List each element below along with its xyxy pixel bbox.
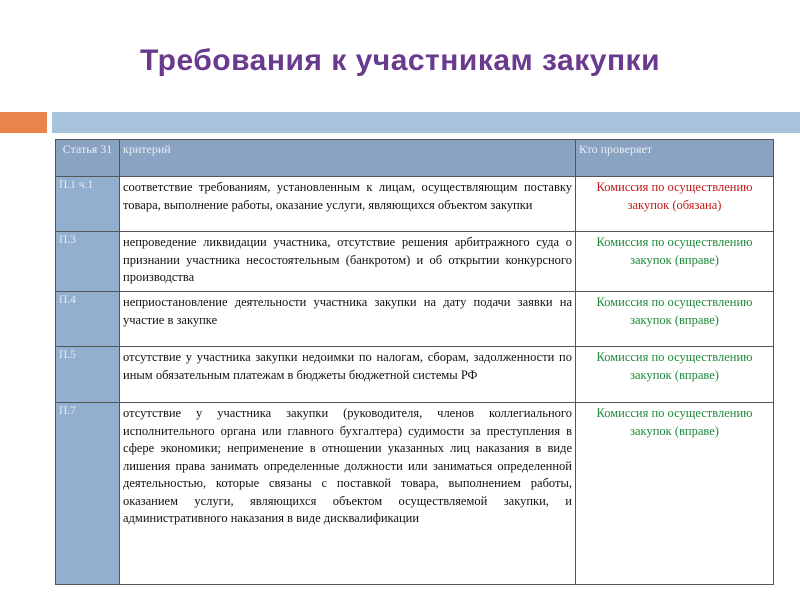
accent-bar-orange (0, 112, 47, 133)
header-criterion: критерий (120, 140, 576, 177)
row-article: П.3 (56, 232, 120, 292)
row-article: П.5 (56, 347, 120, 403)
table-row (56, 403, 774, 585)
row-article: П.7 (56, 403, 120, 585)
table-header-row (56, 140, 774, 177)
slide-title: Требования к участникам закупки (139, 44, 661, 77)
row-who-checks: Комиссия по осуществлению закупок (вправе) (576, 232, 774, 292)
table-row (56, 292, 774, 347)
row-who-checks: Комиссия по осуществлению закупок (вправе) (576, 347, 774, 403)
row-who-checks: Комиссия по осуществлению закупок (обязана) (576, 177, 774, 232)
header-who-checks: Кто проверяет (576, 140, 774, 177)
row-criterion: непроведение ликвидации участника, отсутствие решения арбитражного суда о признании участника несостоятельным (банкротом) и об открытии конкурсного производства (120, 232, 576, 292)
table-row (56, 177, 774, 232)
table-row (56, 347, 774, 403)
row-who-checks: Комиссия по осуществлению закупок (вправе) (576, 403, 774, 585)
row-who-checks: Комиссия по осуществлению закупок (вправе) (576, 292, 774, 347)
row-article: П.1 ч.1 (56, 177, 120, 232)
row-criterion: соответствие требованиям, установленным к лицам, осуществляющим поставку товара, выполнение работы, оказание услуги, являющихся объектом закупки (120, 177, 576, 232)
table-row (56, 232, 774, 292)
requirements-table (55, 139, 774, 585)
row-criterion: отсутствие у участника закупки недоимки по налогам, сборам, задолженности по иным обязательным платежам в бюджеты бюджетной системы РФ (120, 347, 576, 403)
row-article: П.4 (56, 292, 120, 347)
accent-bar-blue (52, 112, 800, 133)
row-criterion: неприостановление деятельности участника закупки на дату подачи заявки на участие в закупке (120, 292, 576, 347)
row-criterion: отсутствие у участника закупки (руководителя, членов коллегиального исполнительного органа или главного бухгалтера) судимости за преступления в сфере экономики; неприменение в отношении указанных лиц наказания в виде лишения права занимать определенные должности или заниматься определенной деятельностью, которые связаны с поставкой товара, выполнением работы, оказанием услуги, являющихся объектом осуществляемой закупки, и административного наказания в виде дисквалификации (120, 403, 576, 585)
header-article: Статья 31 (56, 140, 120, 177)
